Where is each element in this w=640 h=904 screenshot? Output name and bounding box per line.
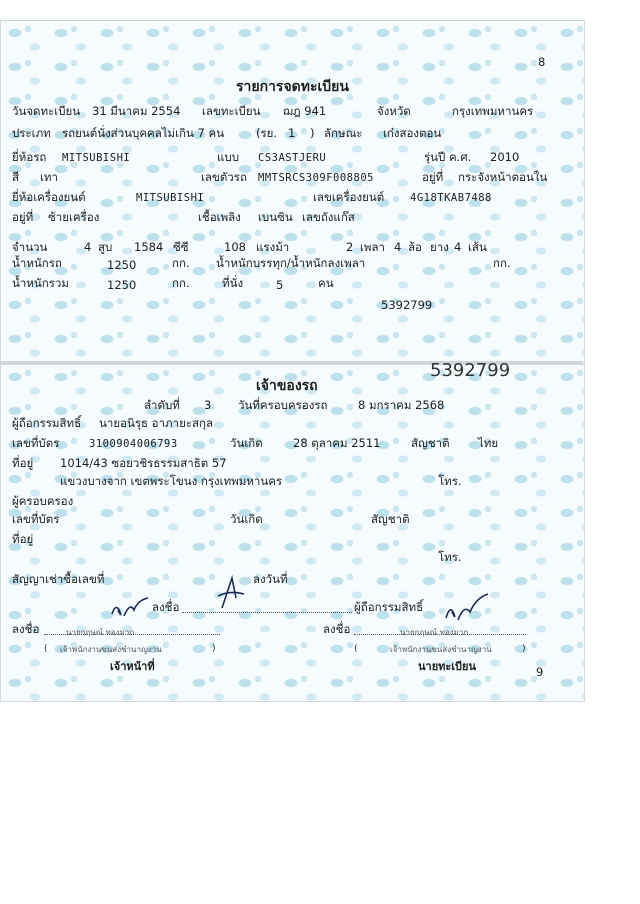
fuel-value: เบนซิน bbox=[258, 210, 293, 224]
holder-label: ผู้ครอบครอง bbox=[12, 494, 74, 508]
chassis-label: เลขตัวรถ bbox=[201, 170, 247, 184]
right-sign-label: ลงชื่อ bbox=[323, 622, 351, 636]
province-label: จังหวัด bbox=[377, 104, 411, 118]
cylinder-value: 1584 bbox=[134, 240, 164, 254]
reg-date-value: 31 มีนาคม 2554 bbox=[92, 104, 181, 118]
officer-role: เจ้าหน้าที่ bbox=[110, 660, 155, 673]
registrar-role: นายทะเบียน bbox=[418, 660, 477, 673]
registration-title: รายการจดทะเบียน bbox=[236, 79, 349, 95]
owner-label: ผู้ถือกรรมสิทธิ์ bbox=[12, 416, 82, 430]
load-weight-unit: กก. bbox=[493, 256, 511, 270]
engine-brand-label: ยี่ห้อเครื่องยนต์ bbox=[12, 190, 86, 204]
owner-sign-label: ผู้ถือกรรมสิทธิ์ bbox=[354, 600, 424, 614]
total-weight-unit: กก. bbox=[172, 276, 190, 290]
engine-number-value: 4G18TKAB7488 bbox=[410, 192, 492, 204]
address-label: ที่อยู่ bbox=[12, 456, 34, 470]
total-weight-value: 1250 bbox=[107, 278, 137, 292]
rs-open: (รย. bbox=[256, 126, 278, 140]
vehicle-type-value: รถยนต์นั่งส่วนบุคคลไม่เกิน 7 คน bbox=[62, 126, 225, 140]
province-value: กรุงเทพมหานคร bbox=[452, 104, 534, 118]
brand-value: MITSUBISHI bbox=[62, 152, 131, 164]
color-value: เทา bbox=[40, 170, 58, 184]
id-card-label: เลขที่บัตร bbox=[12, 436, 60, 450]
possession-date-value: 8 มกราคม 2568 bbox=[358, 398, 445, 412]
cc-label: ซีซี bbox=[173, 240, 189, 254]
tire-label: ยาง bbox=[430, 240, 449, 254]
axle-value: 2 bbox=[346, 240, 354, 254]
horsepower-label: แรงม้า bbox=[256, 240, 290, 254]
body-style-label: ลักษณะ bbox=[324, 126, 363, 140]
quantity-value: 4 bbox=[84, 240, 92, 254]
handwritten-signature bbox=[216, 572, 246, 612]
reg-date-label: วันจดทะเบียน bbox=[12, 104, 81, 118]
left-sign-label: ลงชื่อ bbox=[12, 622, 40, 636]
possession-date-label: วันที่ครอบครองรถ bbox=[238, 398, 328, 412]
rs-value: 1 bbox=[288, 126, 296, 140]
left-paren-open: ( bbox=[44, 644, 48, 654]
vehicle-type-label: ประเภท bbox=[12, 126, 51, 140]
plate-value: ฌฎ 941 bbox=[283, 104, 327, 118]
phone-label: โทร. bbox=[438, 474, 462, 488]
hire-purchase-date-label: ลงวันที่ bbox=[253, 572, 288, 586]
plate-label: เลขทะเบียน bbox=[202, 104, 261, 118]
handwritten-signature bbox=[108, 596, 152, 622]
vehicle-weight-label: น้ำหนักรถ bbox=[12, 256, 62, 270]
wheel-value: 4 bbox=[394, 240, 402, 254]
color-label: สี bbox=[12, 170, 20, 184]
page-number: 8 bbox=[538, 55, 546, 69]
chassis-location-label: อยู่ที่ bbox=[422, 170, 444, 184]
quantity-label: จำนวน bbox=[12, 240, 48, 254]
address-line-2: แขวงบางจาก เขตพระโขนง กรุงเทพมหานคร bbox=[60, 474, 283, 488]
address-line-1: 1014/43 ซอยวชิรธรรมสาธิต 57 bbox=[60, 456, 227, 470]
holder-id-label: เลขที่บัตร bbox=[12, 512, 60, 526]
cylinder-label: สูบ bbox=[98, 240, 113, 254]
axle-label: เพลา bbox=[360, 240, 386, 254]
id-card-value: 3100904006793 bbox=[89, 438, 178, 450]
seat-label: ที่นั่ง bbox=[222, 276, 244, 290]
chassis-location-value: กระจังหน้าตอนใน bbox=[458, 170, 548, 184]
owner-name: นายอนิรุธ อาภายะสกุล bbox=[99, 416, 214, 430]
sign-line bbox=[182, 612, 352, 613]
tire-unit: เส้น bbox=[468, 240, 487, 254]
cc-value: 108 bbox=[224, 240, 246, 254]
model-value: CS3ASTJERU bbox=[258, 152, 327, 164]
serial-number-partial bbox=[430, 362, 510, 370]
holder-birth-label: วันเกิด bbox=[230, 512, 263, 526]
body-style-value: เก๋งสองตอน bbox=[383, 126, 442, 140]
right-stamp: นายกฤษณ์ ทองมาก bbox=[400, 628, 469, 637]
engine-location-label: อยู่ที่ bbox=[12, 210, 34, 224]
holder-nationality-label: สัญชาติ bbox=[371, 512, 410, 526]
left-paren-close: ) bbox=[212, 644, 216, 654]
order-value: 3 bbox=[204, 398, 212, 412]
tire-value: 4 bbox=[454, 240, 462, 254]
engine-location-value: ซ้ายเครื่อง bbox=[48, 210, 100, 224]
right-role-line: เจ้าพนักงานขนส่งชำนาญงาน bbox=[390, 645, 492, 654]
chassis-value: MMTSRCS309F008805 bbox=[258, 172, 374, 184]
right-paren-open: ( bbox=[354, 644, 358, 654]
seat-value: 5 bbox=[276, 278, 284, 292]
model-label: แบบ bbox=[217, 150, 240, 164]
order-label: ลำดับที่ bbox=[144, 398, 180, 412]
nationality-label: สัญชาติ bbox=[411, 436, 450, 450]
holder-phone-label: โทร. bbox=[438, 550, 462, 564]
right-paren-close: ) bbox=[522, 644, 526, 654]
engine-brand-value: MITSUBISHI bbox=[136, 192, 205, 204]
left-role-line: เจ้าพนักงานขนส่งชำนาญงาน bbox=[60, 645, 162, 654]
year-label: รุ่นปี ค.ศ. bbox=[424, 150, 472, 164]
total-weight-label: น้ำหนักรวม bbox=[12, 276, 69, 290]
rs-close: ) bbox=[310, 126, 315, 140]
page-number: 9 bbox=[536, 665, 544, 679]
seat-unit: คน bbox=[318, 276, 334, 290]
wheel-label: ล้อ bbox=[408, 240, 422, 254]
sign-label: ลงชื่อ bbox=[152, 600, 180, 614]
year-value: 2010 bbox=[490, 150, 520, 164]
holder-address-label: ที่อยู่ bbox=[12, 532, 34, 546]
hire-purchase-label: สัญญาเช่าซื้อเลขที่ bbox=[12, 572, 105, 586]
engine-number-label: เลขเครื่องยนต์ bbox=[313, 190, 385, 204]
gas-tank-label: เลขถังแก๊ส bbox=[302, 210, 355, 224]
birth-date-value: 28 ตุลาคม 2511 bbox=[293, 436, 381, 450]
load-weight-label: น้ำหนักบรรทุก/น้ำหนักลงเพลา bbox=[216, 256, 366, 270]
vehicle-weight-value: 1250 bbox=[107, 258, 137, 272]
owner-title: เจ้าของรถ bbox=[256, 378, 318, 394]
handwritten-signature bbox=[442, 592, 492, 628]
vehicle-weight-unit: กก. bbox=[172, 256, 190, 270]
nationality-value: ไทย bbox=[478, 436, 499, 450]
birth-date-label: วันเกิด bbox=[230, 436, 263, 450]
fuel-label: เชื้อเพลิง bbox=[198, 210, 241, 224]
brand-label: ยี่ห้อรถ bbox=[12, 150, 47, 164]
left-stamp: นายกฤษณ์ ทองมาก bbox=[66, 628, 135, 637]
serial-number: 5392799 bbox=[381, 298, 433, 312]
registration-page bbox=[0, 20, 585, 364]
